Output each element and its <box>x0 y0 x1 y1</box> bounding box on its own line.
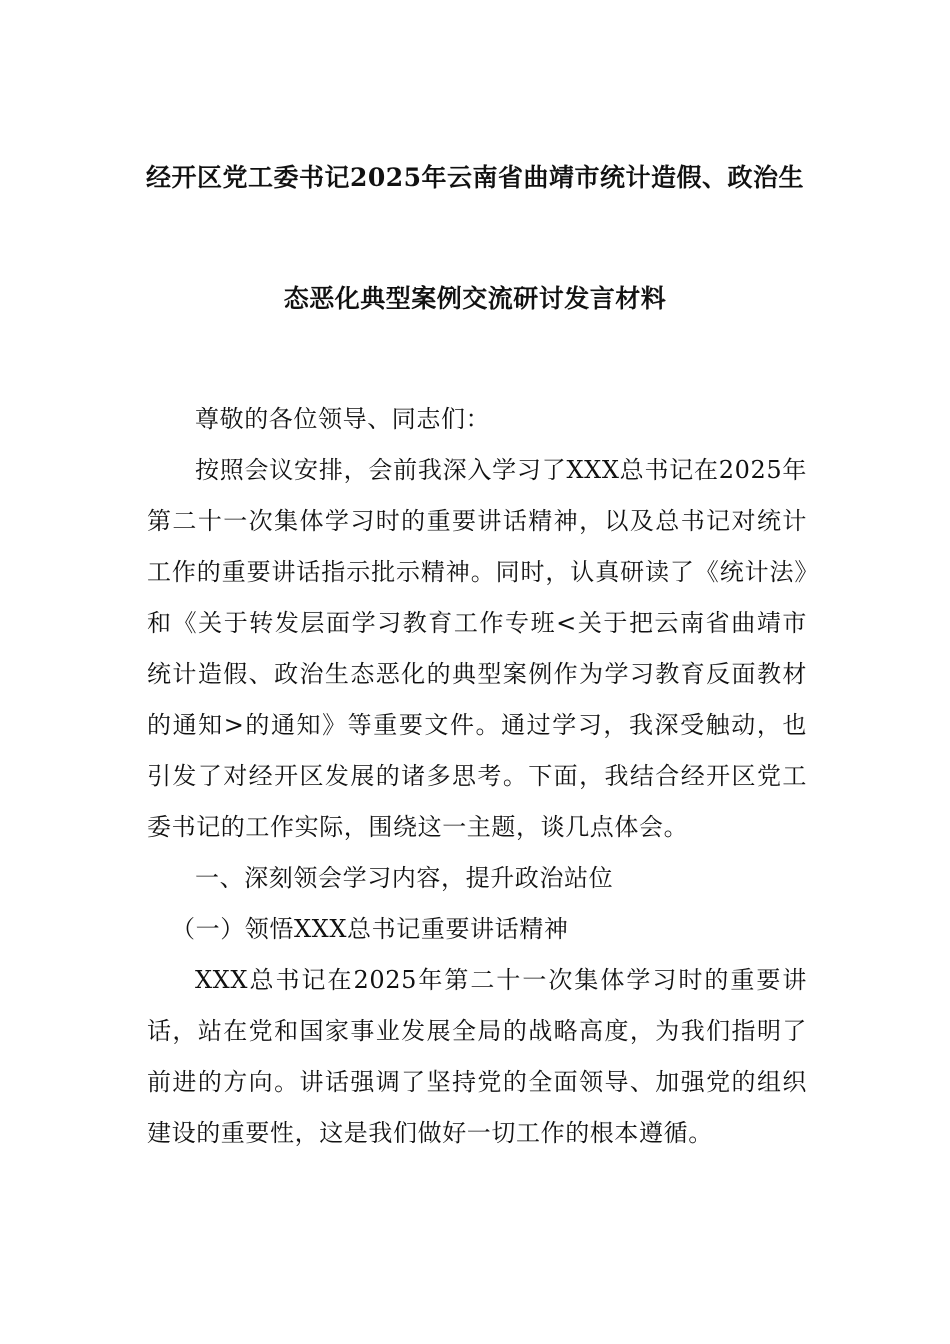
document-body <box>147 394 807 1159</box>
document-title-line-1: 经开区党工委书记2025年云南省曲靖市统计造假、政治生 <box>145 163 805 192</box>
salutation: 尊敬的各位领导、同志们： <box>195 405 491 433</box>
paragraph-speech: XXX总书记在2025年第二十一次集体学习时的重要讲话，站在党和国家事业发展全局的战略高度，为我们指明了前进的方向。讲话强调了坚持党的全面领导、加强党的组织建设的重要性，这是我们做好一切工作的根本遵循。 <box>147 966 807 1147</box>
paragraph-intro: 按照会议安排，会前我深入学习了XXX总书记在2025年第二十一次集体学习时的重要讲话精神，以及总书记对统计工作的重要讲话指示批示精神。同时，认真研读了《统计法》和《关于转发层面学习教育工作专班<关于把云南省曲靖市统计造假、政治生态恶化的典型案例作为学习教育反面教材的通知>的通知》等重要文件。通过学习，我深受触动，也引发了对经开区发展的诸多思考。下面，我结合经开区党工委书记的工作实际，围绕这一主题，谈几点体会。 <box>147 456 807 841</box>
document-title-line-2: 态恶化典型案例交流研讨发言材料 <box>283 284 667 313</box>
section-heading: 一、深刻领会学习内容，提升政治站位 <box>195 864 614 892</box>
subsection-heading: （一）领悟XXX总书记重要讲话精神 <box>171 915 569 943</box>
